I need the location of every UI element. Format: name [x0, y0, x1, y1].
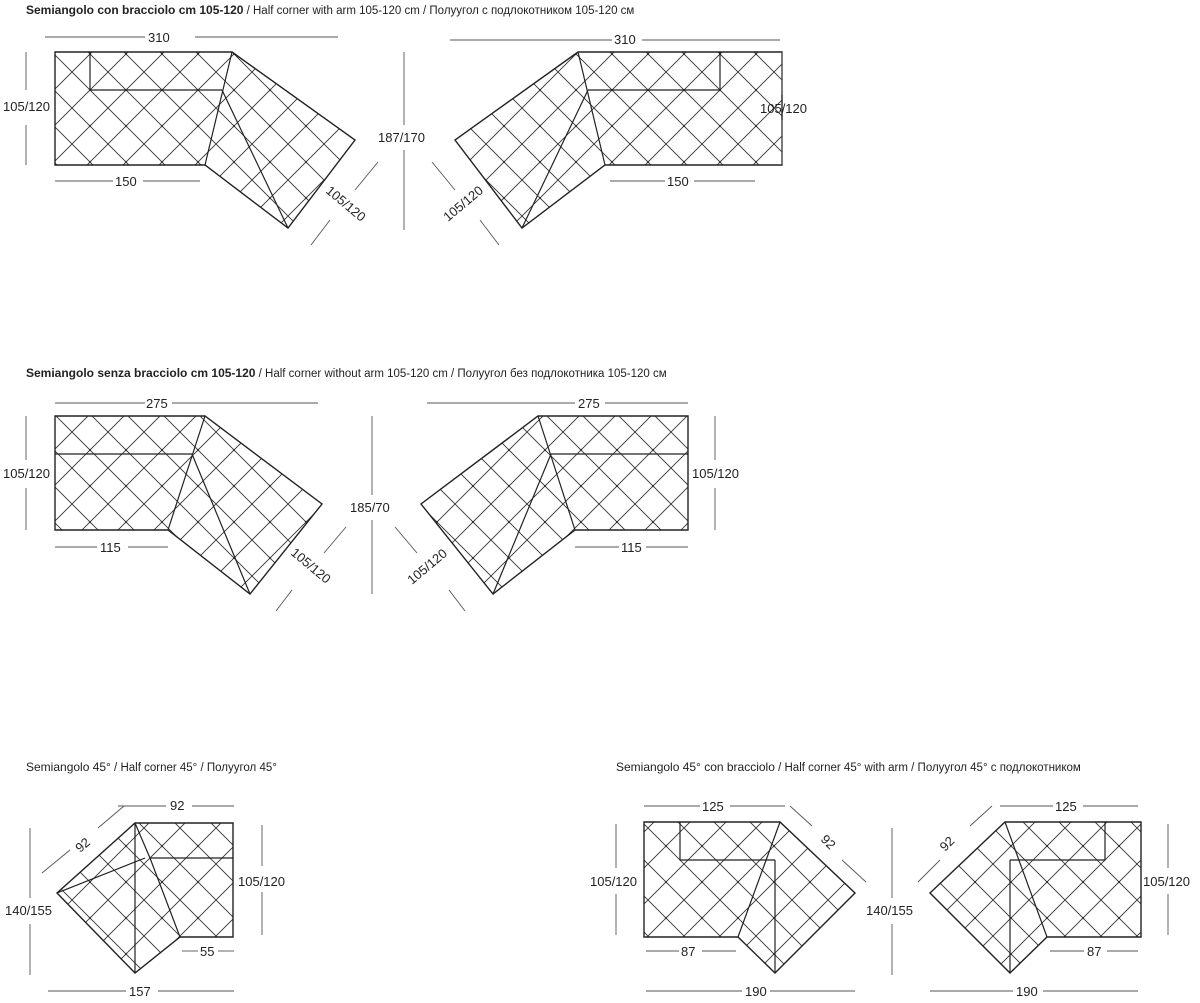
dim-diagonal: 105/120 — [288, 544, 334, 587]
dim-diagonal: 105/120 — [440, 182, 486, 225]
dim-side-right: 105/120 — [238, 874, 285, 889]
dim-diagonal: 92 — [72, 834, 94, 856]
sofa-section2-left — [55, 416, 322, 594]
dim-diagonal: 92 — [936, 833, 958, 855]
dims-section1-center — [378, 52, 425, 230]
dim-center: 140/155 — [866, 903, 913, 918]
sofa-shape — [455, 52, 782, 228]
dim-inner: 87 — [1087, 944, 1102, 959]
section-4-title-rest: / Half corner 45° with arm / Полуугол 45° с подлокотником — [774, 762, 1081, 774]
dim-side-outer: 105/120 — [590, 874, 637, 889]
dim-side: 105/120 — [3, 466, 50, 481]
dim-top: 310 — [614, 32, 636, 47]
dim-inner: 87 — [681, 944, 696, 959]
dims-section4-center — [866, 828, 913, 975]
dim-bottom: 157 — [129, 984, 151, 999]
dim-center: 187/170 — [378, 130, 425, 145]
sofa-section2-right — [421, 416, 688, 594]
sofa-section4-right — [930, 822, 1141, 973]
dim-bottom: 190 — [1016, 984, 1038, 999]
section-3-title-bold: Semiangolo 45° — [26, 760, 111, 774]
section-1-title-bold: Semiangolo con bracciolo cm 105-120 — [26, 3, 244, 17]
sofa-section1-left — [55, 52, 355, 228]
dim-top: 92 — [170, 798, 185, 813]
section-2-title-bold: Semiangolo senza bracciolo cm 105-120 — [26, 366, 256, 380]
dim-top: 275 — [578, 396, 600, 411]
dim-diagonal: 105/120 — [323, 182, 369, 225]
dim-diagonal: 105/120 — [404, 545, 450, 588]
dim-diagonal: 92 — [817, 831, 839, 853]
sofa-shape — [421, 416, 688, 594]
dim-side-left: 140/155 — [5, 903, 52, 918]
dim-center: 185/70 — [350, 500, 390, 515]
sofa-shape — [55, 52, 355, 228]
dim-side-outer: 105/120 — [1143, 874, 1190, 889]
dim-top: 310 — [148, 30, 170, 45]
dim-bottom: 150 — [115, 174, 137, 189]
dim-bottom: 115 — [100, 540, 121, 555]
section-1-title-rest: / Half corner with arm 105-120 cm / Полуугол с подлокотником 105-120 см — [243, 5, 635, 17]
dim-bottom: 190 — [745, 984, 767, 999]
sofa-shape — [55, 416, 322, 594]
sofa-shape — [930, 822, 1141, 973]
dim-inner: 55 — [200, 944, 215, 959]
dim-bottom: 115 — [621, 540, 642, 555]
dim-top: 125 — [702, 799, 724, 814]
dim-side: 105/120 — [3, 99, 50, 114]
section-3-title-rest: / Half corner 45° / Полуугол 45° — [110, 762, 277, 774]
section-2-title-rest: / Half corner without arm 105-120 cm / Полуугол без подлокотника 105-120 см — [255, 368, 667, 380]
sofa-section1-right — [455, 52, 782, 228]
dim-top: 275 — [146, 396, 168, 411]
dim-top: 125 — [1055, 799, 1077, 814]
section-4-title-bold: Semiangolo 45° con bracciolo — [616, 760, 775, 774]
dim-side: 105/120 — [692, 466, 739, 481]
dim-bottom: 150 — [667, 174, 689, 189]
dim-side: 105/120 — [760, 101, 807, 116]
dims-section2-center — [350, 416, 390, 594]
